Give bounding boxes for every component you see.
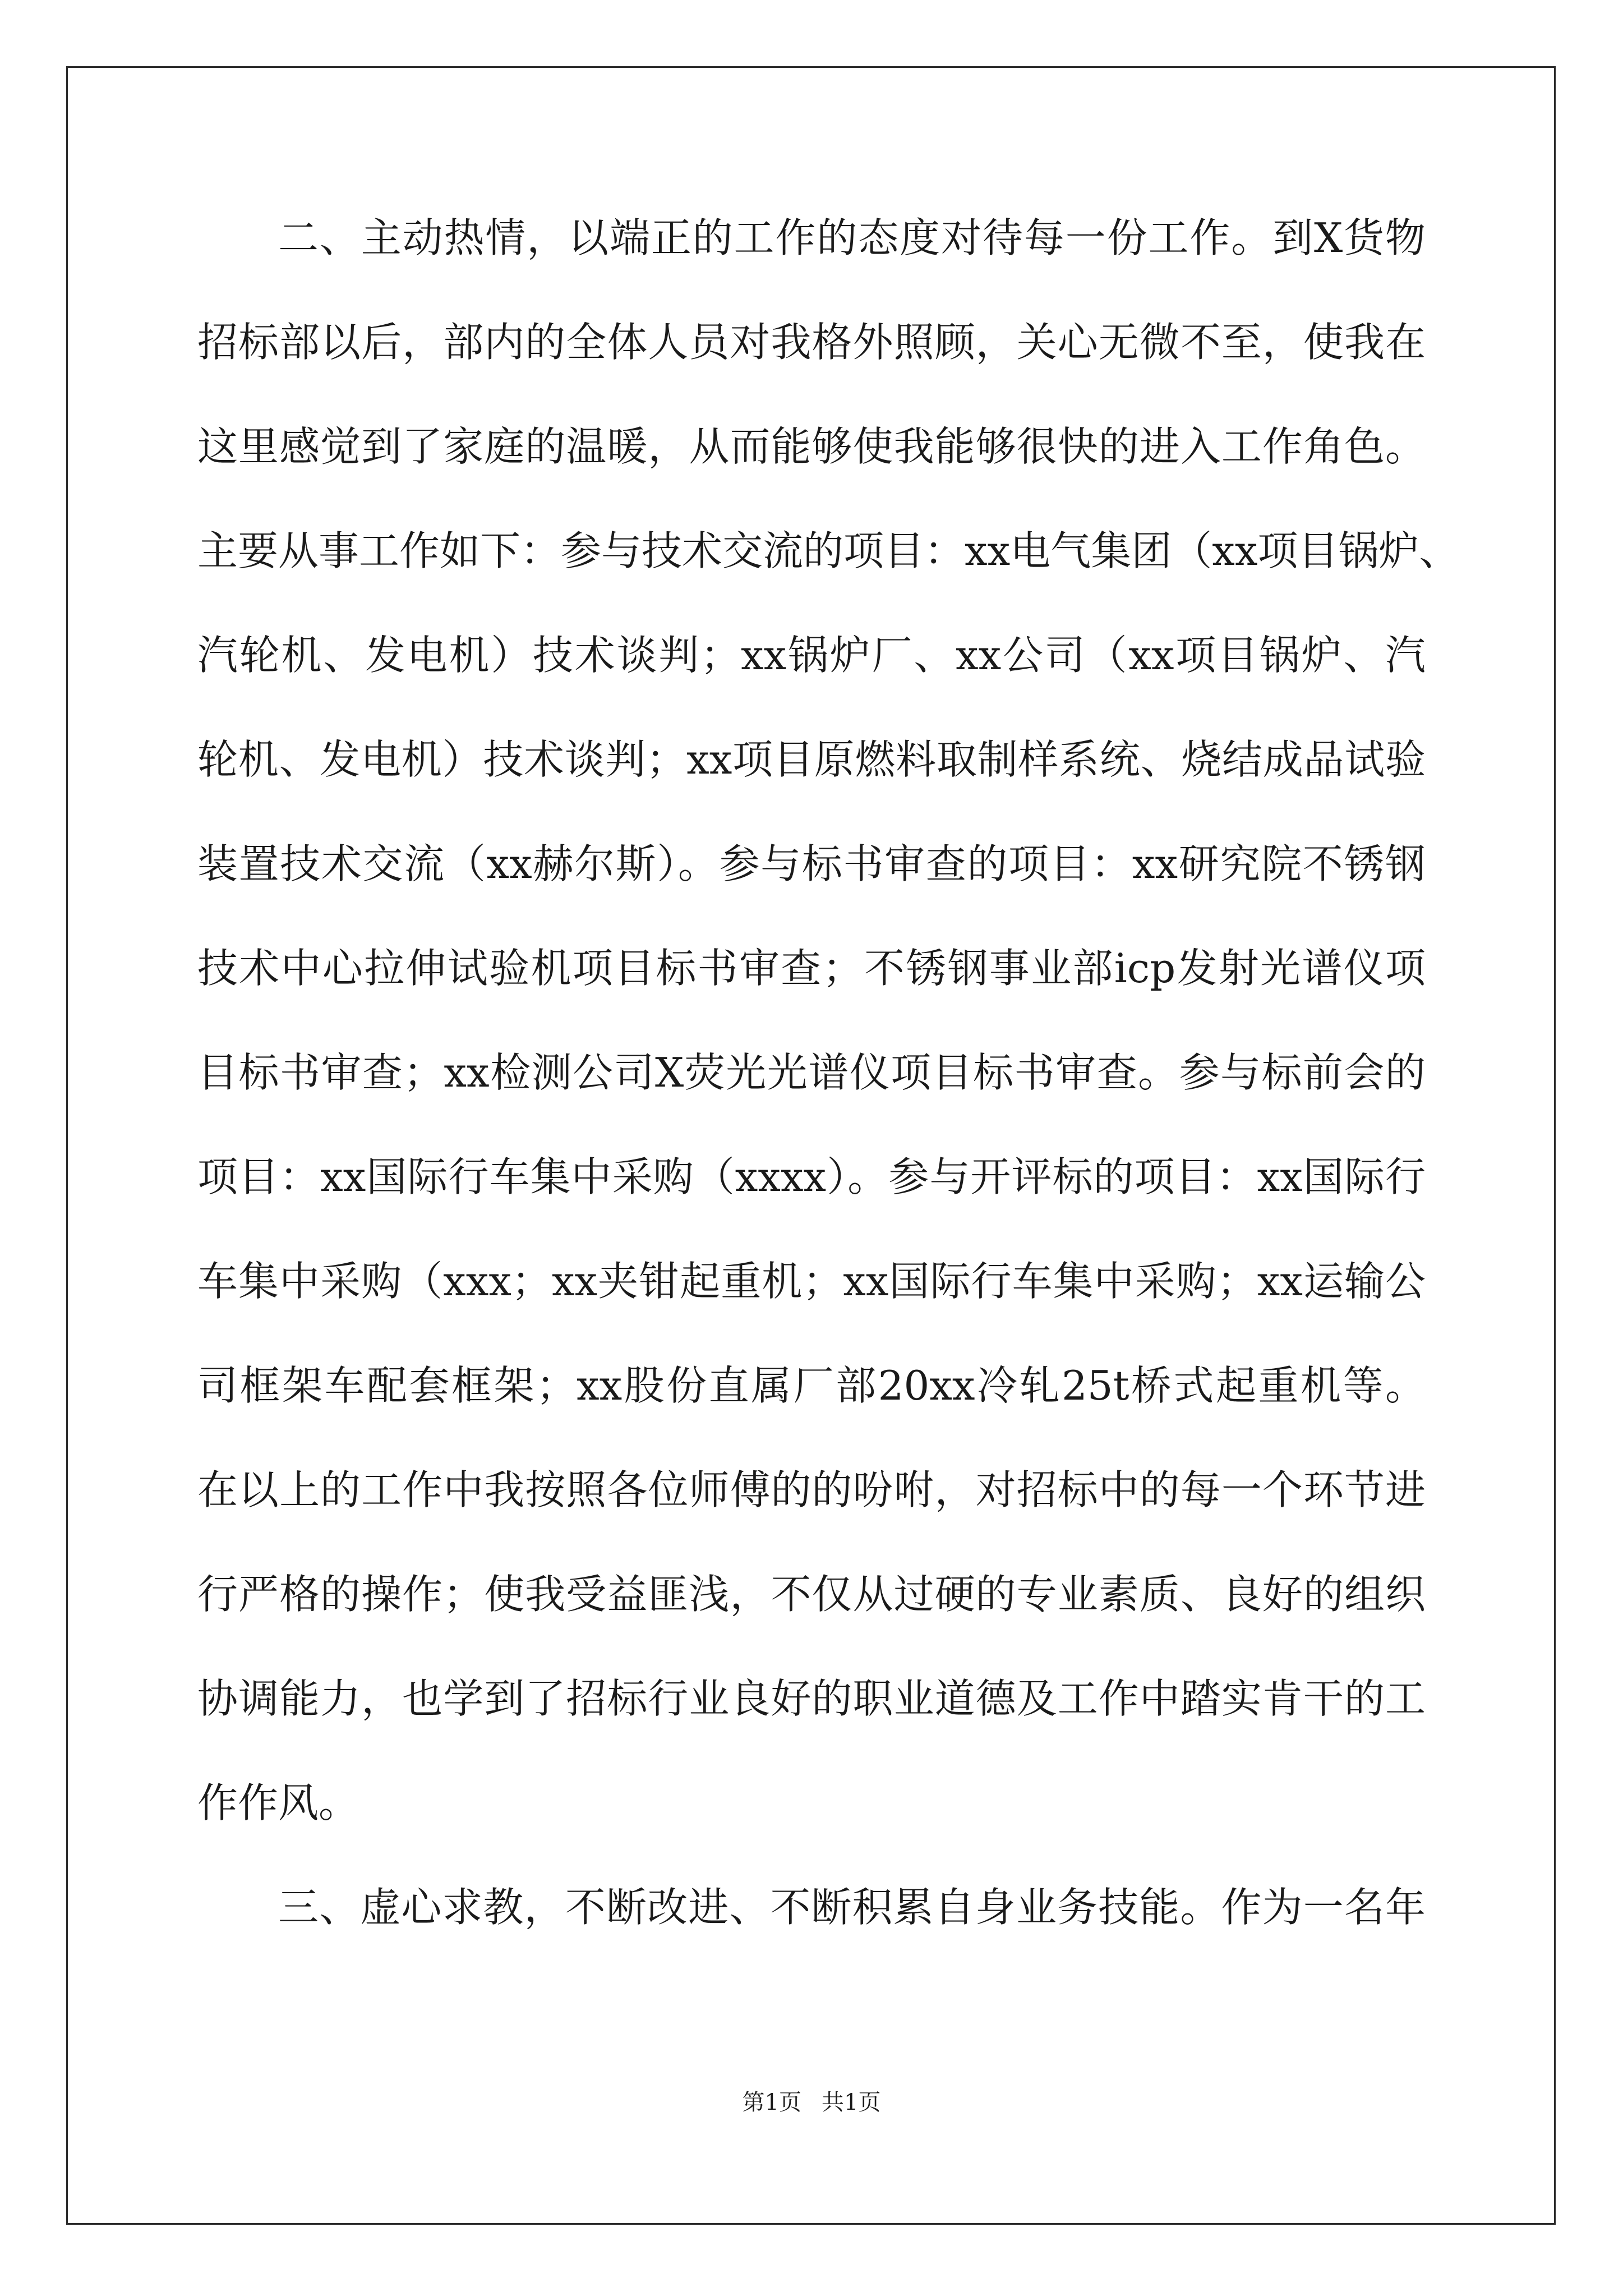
text-line: 主要从事工作如下：参与技术交流的项目：xx电气集团（xx项目锅炉、	[197, 527, 1460, 574]
text-line: 行严格的操作；使我受益匪浅，不仅从过硬的专业素质、良好的组织	[197, 1571, 1426, 1618]
text-line: 目标书审查；xx检测公司X荧光光谱仪项目标书审查。参与标前会的	[197, 1049, 1426, 1096]
text-line: 装置技术交流（xx赫尔斯）。参与标书审查的项目：xx研究院不锈钢	[197, 840, 1426, 887]
text-line: 技术中心拉伸试验机项目标书审查；不锈钢事业部icp发射光谱仪项	[197, 945, 1426, 992]
text-line: 轮机、发电机）技术谈判；xx项目原燃料取制样系统、烧结成品试验	[197, 736, 1426, 783]
text-line: 车集中采购（xxx；xx夹钳起重机；xx国际行车集中采购；xx运输公	[197, 1258, 1426, 1305]
text-line: 作作风。	[197, 1779, 359, 1826]
document-body	[197, 214, 1460, 1991]
page-footer	[0, 2091, 1623, 2114]
text-line: 协调能力，也学到了招标行业良好的职业道德及工作中踏实肯干的工	[197, 1675, 1426, 1722]
text-line: 司框架车配套框架；xx股份直属厂部20xx冷轧25t桥式起重机等。	[197, 1362, 1426, 1409]
text-line: 项目：xx国际行车集中采购（xxxx）。参与开评标的项目：xx国际行	[197, 1153, 1426, 1200]
text-line: 在以上的工作中我按照各位师傅的的吩咐，对招标中的每一个环节进	[197, 1466, 1426, 1513]
text-line: 这里感觉到了家庭的温暖，从而能够使我能够很快的进入工作角色。	[197, 423, 1426, 470]
text-line: 汽轮机、发电机）技术谈判；xx锅炉厂、xx公司（xx项目锅炉、汽	[197, 632, 1426, 679]
paragraph-3	[197, 1884, 1426, 1991]
page-total: 共1页	[822, 2090, 881, 2115]
text-line: 三、虚心求教，不断改进、不断积累自身业务技能。作为一名年	[278, 1884, 1426, 1931]
paragraph-2	[197, 214, 1460, 1887]
page-number: 第1页	[742, 2090, 801, 2115]
text-line: 二、主动热情，以端正的工作的态度对待每一份工作。到X货物	[278, 214, 1426, 261]
text-line: 招标部以后，部内的全体人员对我格外照顾，关心无微不至，使我在	[197, 319, 1426, 366]
